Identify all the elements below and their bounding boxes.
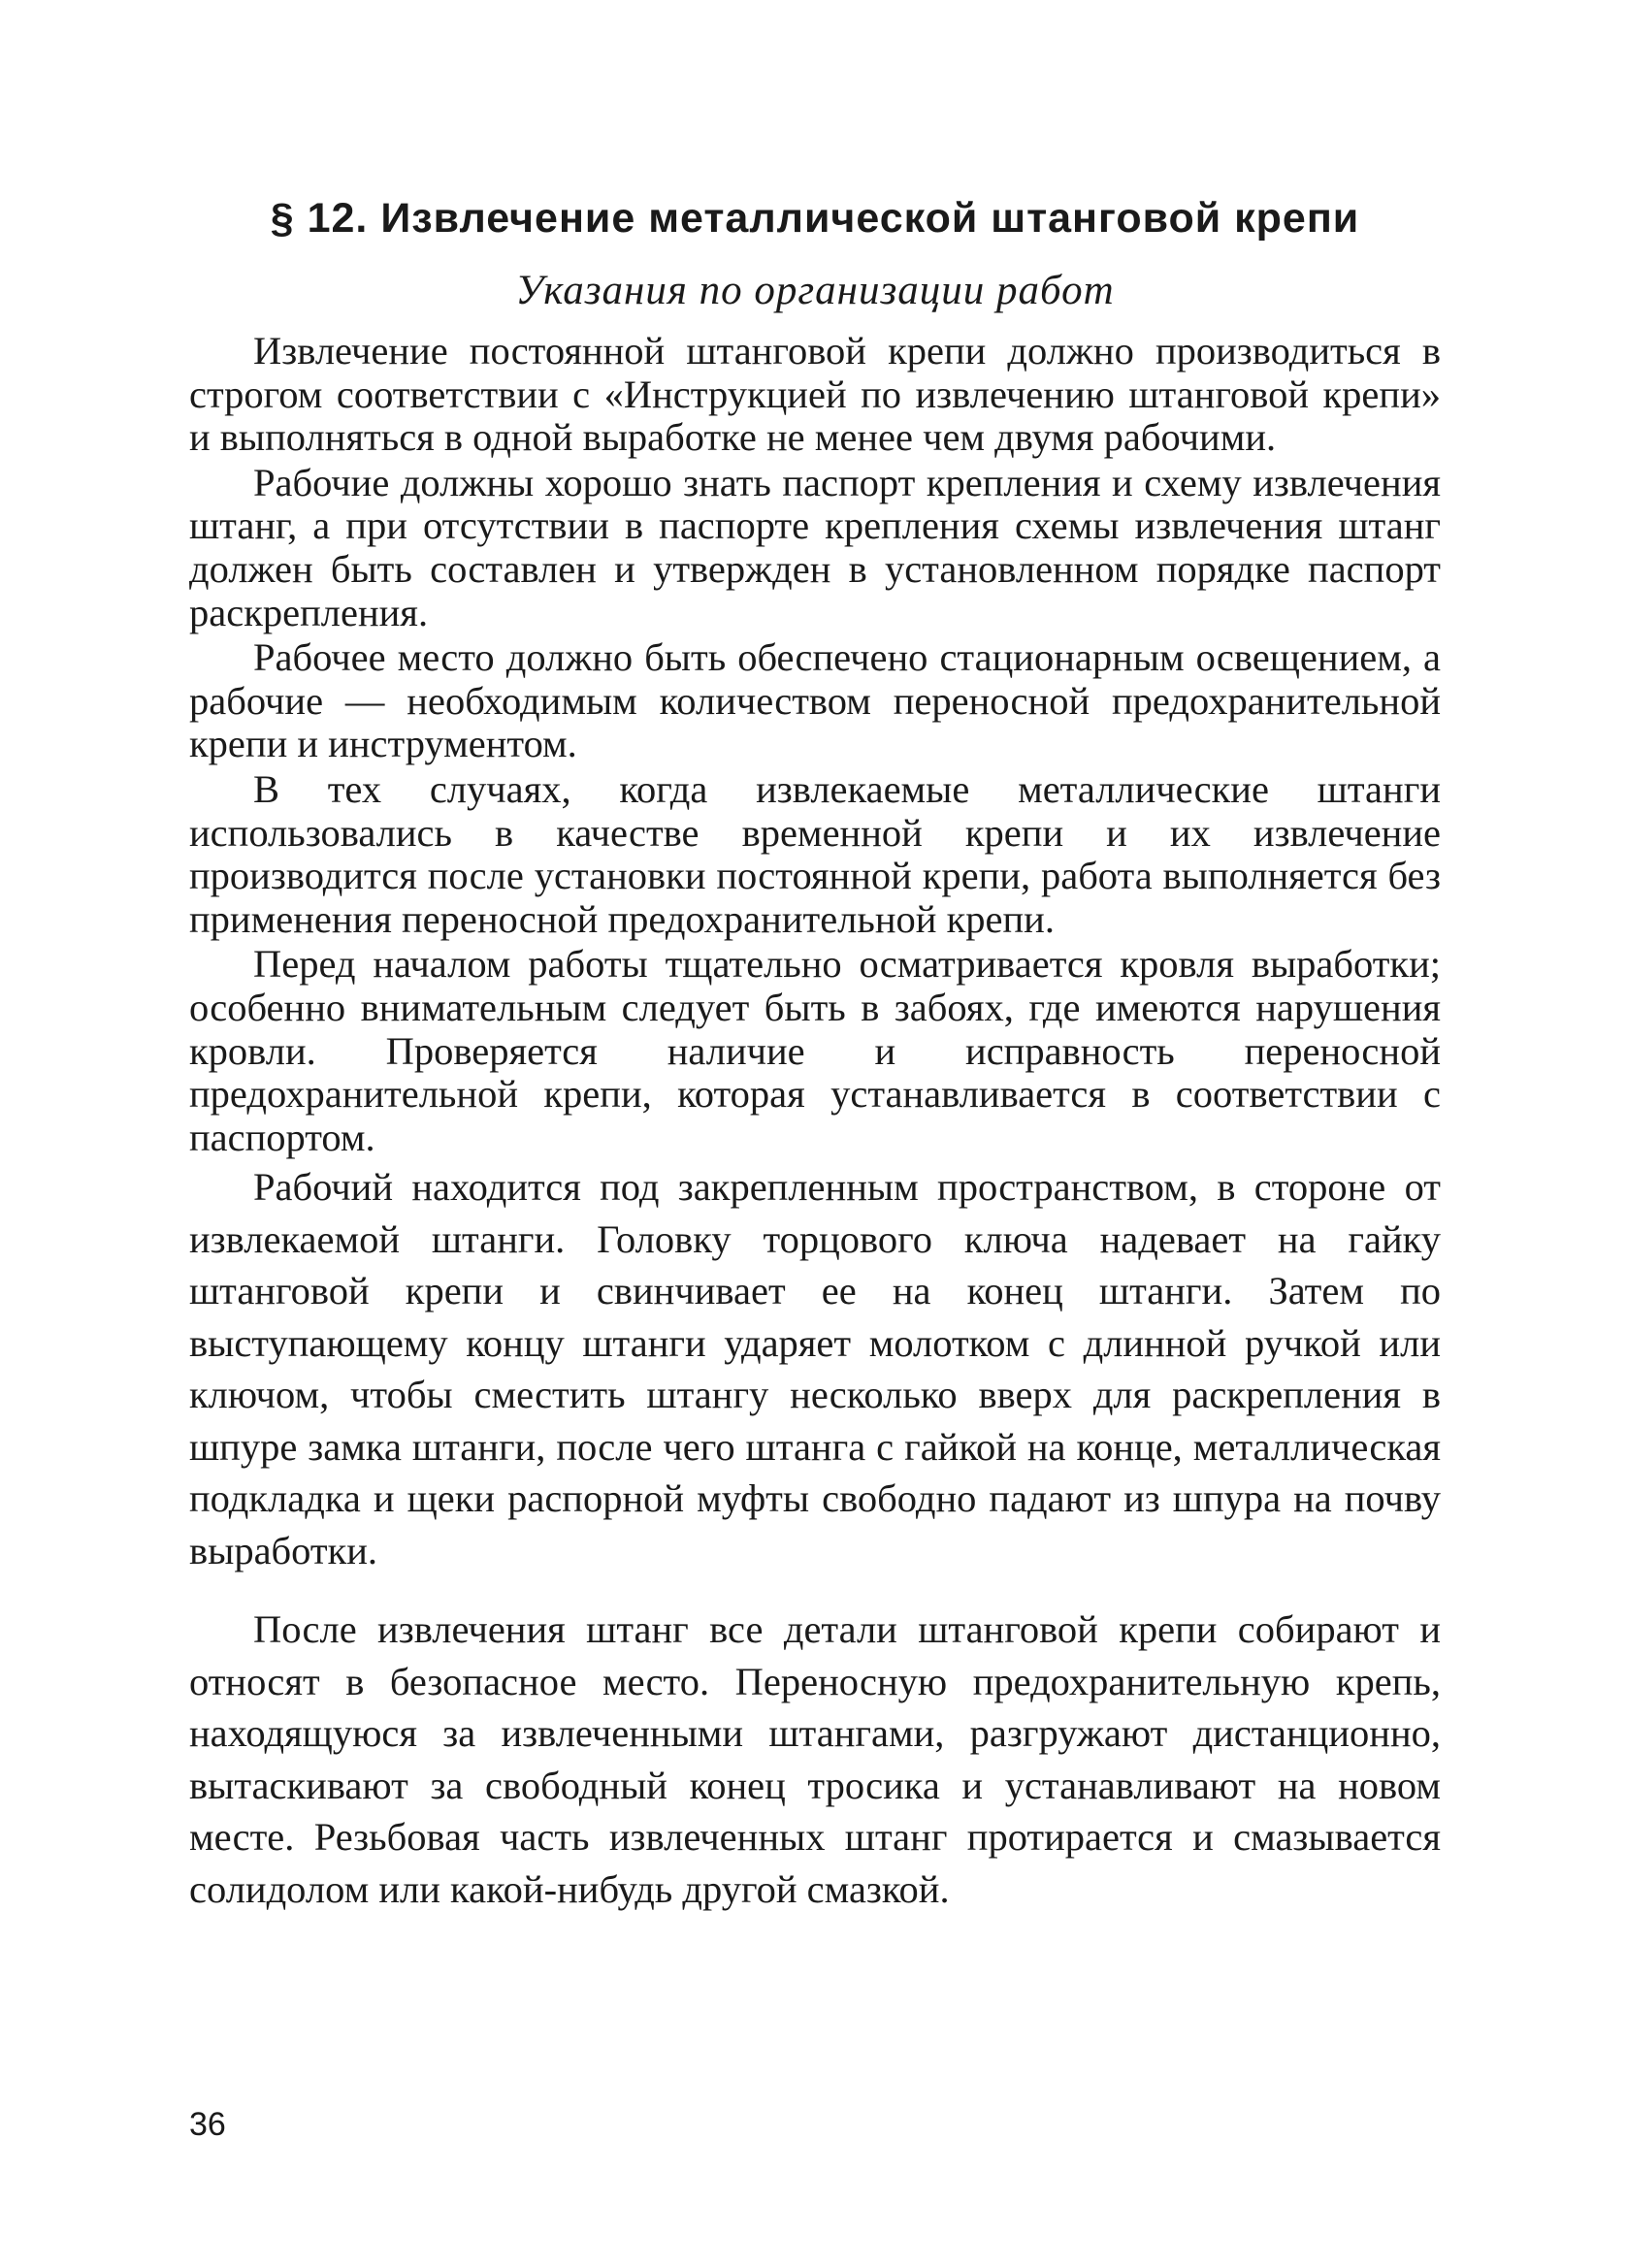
paragraph-4: В тех случаях, когда извлекаемые металлические штанги использовались в качестве временной крепи и их извлечение производится после установки постоянной крепи, работа выполняется без применения переносной предохранительной крепи. <box>189 766 1441 941</box>
paragraph-3: Рабочее место должно быть обеспечено стационарным освещением, а рабочие — необходимым количеством переносной предохранительной крепи и инструментом. <box>189 635 1441 766</box>
body-text <box>189 330 1441 1917</box>
section-heading: § 12. Извлечение металлической штанговой крепи <box>270 195 1360 242</box>
paragraph-7: После извлечения штанг все детали штанговой крепи собирают и относят в безопасное место. Переносную предохранительную крепь, находящуюся за извлеченными штангами, разгружают дистанционно, вытаскивают за свободный конец тросика и устанавливают на новом месте. Резьбовая часть извлеченных штанг протирается и смазывается солидолом или какой-нибудь другой смазкой. <box>189 1607 1441 1911</box>
section-subheading: Указания по организации работ <box>515 268 1115 313</box>
paragraph-6: Рабочий находится под закрепленным пространством, в стороне от извлекаемой штанги. Головку торцового ключа надевает на гайку штанговой крепи и свинчивает ее на конец штанги. Затем по выступающему концу штанги ударяет молотком с длинной ручкой или ключом, чтобы сместить штангу несколько вверх для раскрепления в шпуре замка штанги, после чего штанга с гайкой на конце, металлическая подкладка и щеки распорной муфты свободно падают из шпура на почву выработки. <box>189 1165 1441 1572</box>
paragraph-2: Рабочие должны хорошо знать паспорт крепления и схему извлечения штанг, а при отсутствии в паспорте крепления схемы извлечения штанг должен быть составлен и утвержден в установленном порядке паспорт раскрепления. <box>189 460 1441 634</box>
paragraph-5: Перед началом работы тщательно осматривается кровля выработки; особенно внимательным следует быть в забоях, где имеются нарушения кровли. Проверяется наличие и исправность переносной предохранительной крепи, которая устанавливается в соответствии с паспортом. <box>189 942 1441 1159</box>
paragraph-1: Извлечение постоянной штанговой крепи должно производиться в строгом соответствии с «Инструкцией по извлечению штанговой крепи» и выполняться в одной выработке не менее чем двумя рабочими. <box>189 329 1441 460</box>
page-number: 36 <box>189 2106 226 2143</box>
